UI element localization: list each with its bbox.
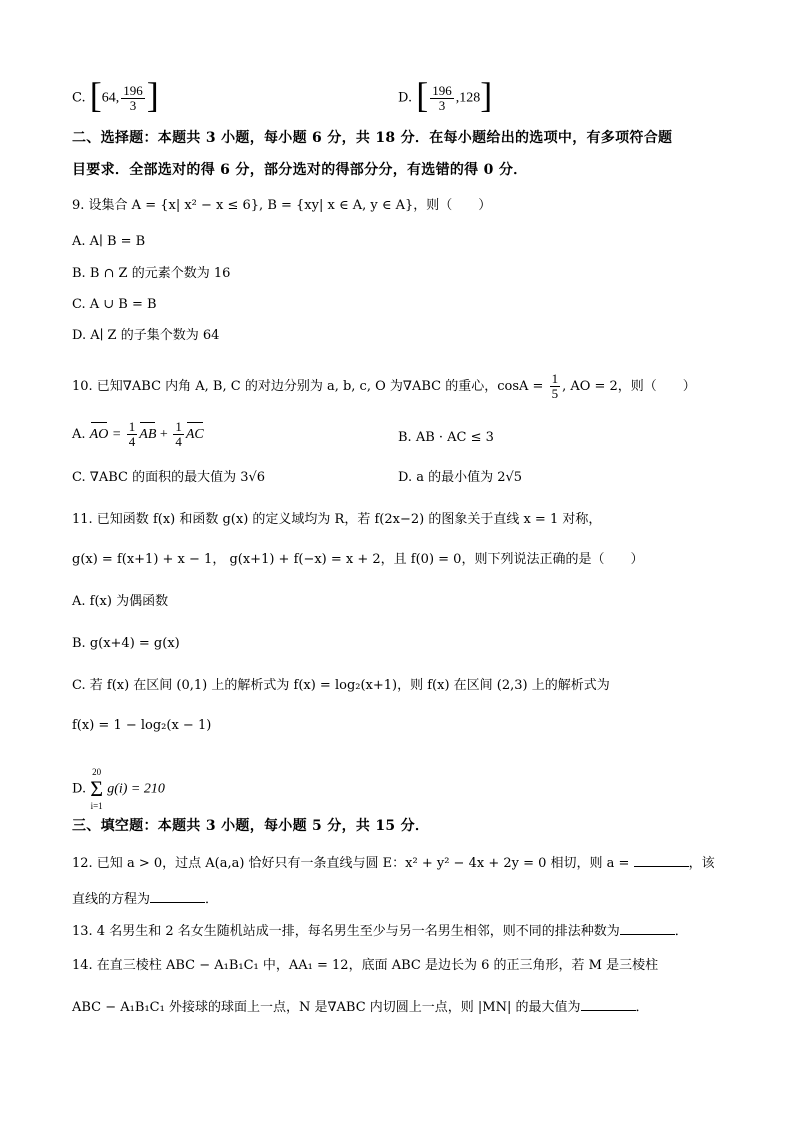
q8-c-frac: $\frac{196}{3}$ (123, 82, 143, 113)
q13-blank[interactable] (620, 920, 675, 935)
q8-option-c: C. [64, $\frac{196}{3}$ ] (72, 75, 159, 115)
section2-line2: 目要求．全部选对的得 6 分，部分选对的得部分分，有选错的得 0 分． (72, 162, 528, 178)
q10-option-c: C. ∇ABC 的面积的最大值为 3√6 (72, 470, 266, 485)
q10-option-d: D. a 的最小值为 2√5 (398, 470, 523, 485)
q11-line1: 11. 已知函数 f(x) 和函数 g(x) 的定义域均为 R，若 f(2x−2) 的图象关于直线 x = 1 对称， (72, 512, 602, 527)
q8-option-d: D. [ $\frac{196}{3}$ ,128] (398, 75, 493, 115)
q10-option-a: A. AO = $\frac{1}{4}$ AB + $\frac{1}{4}$ AC (72, 419, 204, 449)
q11-option-b: B. g(x+4) = g(x) (72, 636, 180, 651)
q8-d-label: D. (398, 90, 413, 106)
q10-option-b: B. AB · AC ≤ 3 (398, 430, 494, 445)
q8-d-frac: $\frac{196}{3}$ (432, 82, 452, 113)
q9-option-a: A. A∣ B = B (72, 234, 146, 249)
q11-option-c-line2: f(x) = 1 − log₂(x − 1) (72, 718, 212, 733)
q10-stem-pre: 10. 已知∇ABC 内角 A, B, C 的对边分别为 a, b, c, O 为∇ABC 的重心，cosA = (72, 379, 548, 394)
section3-title: 三、填空题：本题共 3 小题，每小题 5 分，共 15 分． (72, 818, 430, 834)
q9-option-d: D. A∣ Z 的子集个数为 64 (72, 328, 220, 343)
q11-option-c-line1: C. 若 f(x) 在区间 (0,1) 上的解析式为 f(x) = log₂(x+1)，则 f(x) 在区间 (2,3) 上的解析式为 (72, 678, 610, 693)
q12-line1: 12. 已知 a > 0，过点 A(a,a) 恰好只有一条直线与圆 E：x² + y² − 4x + 2y = 0 相切，则 a = ，该 (72, 852, 715, 874)
q12-blank-1[interactable] (634, 852, 689, 867)
section2-line1: 二、选择题：本题共 3 小题，每小题 6 分，共 18 分．在每小题给出的选项中，有多项符合题 (72, 130, 673, 146)
q11-d-label: D. (72, 781, 87, 797)
q11-d-expr: g(i) = 210 (107, 781, 165, 797)
q10-cos-frac: $\frac{1}{5}$ (551, 371, 559, 401)
q9-option-c: C. A ∪ B = B (72, 297, 157, 312)
q9-stem: 9. 设集合 A = {x| x² − x ≤ 6}, B = {xy| x ∈ A, y ∈ A}，则（ ） (72, 198, 492, 213)
q11-option-d (72, 766, 165, 812)
q12-blank-2[interactable] (150, 888, 205, 903)
q11-option-a: A. f(x) 为偶函数 (72, 594, 169, 609)
q10-stem-post: , AO = 2，则（ ） (562, 379, 696, 394)
q14-line2: ABC − A₁B₁C₁ 外接球的球面上一点，N 是∇ABC 内切圆上一点，则 |MN| 的最大值为 ． (72, 996, 649, 1018)
q11-sigma: 20 Σ i=1 (90, 767, 104, 811)
q8-c-label: C. (72, 90, 86, 106)
q11-line2: g(x) = f(x+1) + x − 1， g(x+1) + f(−x) = x + 2，且 f(0) = 0，则下列说法正确的是（ ） (72, 552, 644, 567)
q13-line: 13. 4 名男生和 2 名女生随机站成一排，每名男生至少与另一名男生相邻，则不同的排法种数为 ． (72, 920, 688, 942)
q8-d-right: ,128 (455, 90, 481, 106)
q14-line1: 14. 在直三棱柱 ABC − A₁B₁C₁ 中，AA₁ = 12，底面 ABC 是边长为 6 的正三角形，若 M 是三棱柱 (72, 958, 659, 973)
q8-c-left: 64, (101, 90, 120, 106)
q10-stem (72, 372, 696, 401)
q12-line2: 直线的方程为 ． (72, 888, 218, 910)
q14-blank[interactable] (581, 996, 636, 1011)
q10-a-label: A. (72, 427, 86, 442)
q9-option-b: B. B ∩ Z 的元素个数为 16 (72, 266, 231, 281)
